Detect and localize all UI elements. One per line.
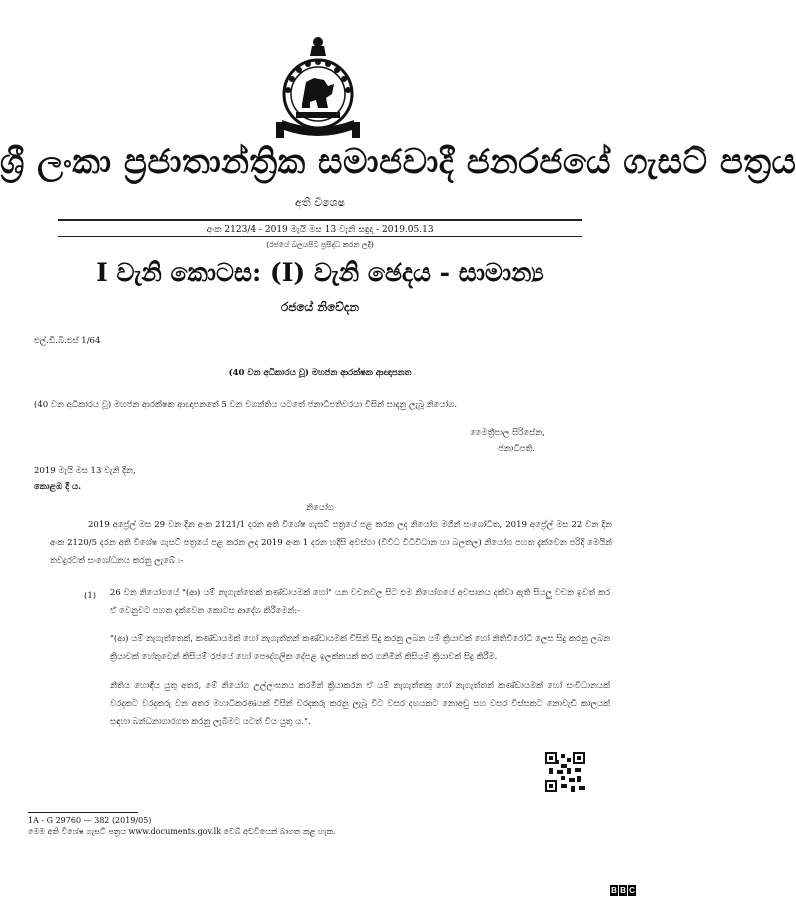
regulations-paragraph: 2019 අප්‍රේල් මස 29 වන දින අංක 2121/1 දරන අති විශේෂ ගැසට් පත්‍රයේ පළ කරන ලද නියෝග මගින් සංශෝධිත, 2019 අප්‍රේල් මස 22 වන දින අංක 2120/5 දරන අති විශේෂ ගැසට් පත්‍රයේ පළ කරන ලද 2019 අංක 1 දරන හදිසි අවස්ථා (විවිධ විධිවිධාන හා බලතල) නියෝග පහත දැක්වෙන පරිදි මෙයින් තවදුරටත් සංශෝධනය කරනු ලැබේ :-	[50, 520, 612, 566]
issue-line: අංක 2123/4 - 2019 මැයි මස 13 වැනි සඳුදා - 2019.05.13	[206, 225, 434, 235]
signatory-name: මෛත්‍රීපාල සිරිසේන,	[470, 428, 545, 438]
bbc-logo: B B C	[611, 886, 635, 895]
publication-note: (රජයේ බලයපිට ප්‍රසිද්ධ කරන ලදී)	[266, 240, 374, 249]
section-heading: රජයේ නිවේදන	[281, 300, 359, 314]
footer-note: මෙම අති විශේෂ ගැසට් පත්‍රය www.documents.gov.lk වෙබ් අඩවියෙන් බාගත කළ හැක.	[28, 827, 336, 836]
signing-place: කොළඹ දී ය.	[34, 482, 82, 492]
divider-top	[58, 219, 582, 221]
act-heading: (40 වන අධිකාරය වූ) මහජන ආරක්ෂක ආඥාපනත	[228, 368, 412, 378]
divider-bottom	[58, 236, 582, 237]
national-emblem-icon	[272, 34, 364, 144]
closing-paragraph: නීතිය හොඳීය යුතු අතර, මේ නියෝග උල්ලංඝනය කරමින් ක්‍රියාකරන ඒ යම් නැගැත්තකු හෝ නැගැත්තන් කණ්ඩායමක් හෝ සංවිධානයක් වරදකට වරදකරු වන අතර මහාධිකරණයක් විසින් වරදකරු කරනු ලැබූ විට වසර දහයකට නොඅඩු සහ වසර විස්සකට නොවැඩි කාලයක් සඳහා බන්ධනාගාරගත කරනු ලැබිමට යටත් විය යුතු ය.".	[110, 681, 610, 727]
reference-number: එල්.ඩී.බී.එස් 1/64	[34, 336, 101, 346]
signing-date: 2019 මැයි මස 13 වැනි දින,	[34, 466, 136, 476]
footer-code: 1A - G 29760 — 382 (2019/05)	[28, 816, 152, 825]
gazette-title: ශ්‍රී ලංකා ප්‍රජාතාන්ත්‍රික සමාජවාදී ජනරජයේ ගැසට් පත්‍රය	[0, 142, 796, 182]
qr-code-icon	[545, 752, 585, 792]
regulations-heading: නියෝග	[306, 503, 334, 513]
clause-number: (1)	[84, 591, 97, 601]
gazette-subtitle: අති විශෙෂ	[295, 196, 345, 209]
footer-divider	[28, 812, 138, 813]
intro-paragraph: (40 වන අධිකාරය වූ) මහජන ආරක්ෂක ආඥාපනතේ 5 වන වගන්තිය යටතේ ජනාධිපතිවරයා විසින් සාදනු ලැබූ නියෝග.	[34, 400, 458, 410]
clause-text: 26 වන නියෝගයේ "(ආ) යම් නැගැත්තෙක් කණ්ඩායමක් හෝ" යන වචනවල සිට එම නියෝගයේ අවසානය දක්වා ඇති සියලු වචන ඉවත් කර ඒ වෙනුවට පහත දැක්වෙන කොටස ආදේශ කිරීමෙන්:-	[110, 588, 610, 616]
part-title: I වැනි කොටස: (I) වැනි ඡෙදය - සාමාන්‍ය	[96, 258, 544, 287]
sub-clause-text: "(ආ) යම් නැගැත්තෙක්, කණ්ඩායමක් හෝ නැගැත්තන් කණ්ඩායමක් විසින් සිදු කරනු ලබන යම් ක්‍රියාවක් හෝ නිතිවිරෝධී ලෙස සිදු කරනු ලබන ක්‍රියාවක් හේතුවෙන් කිසියම් රජයේ හෝ පෞද්ගලික දේපළ ඉලක්කයක් කර ගනිමින් කිසියම් ක්‍රියාවක් සිදු කිරීම.	[110, 634, 610, 662]
signatory-title: ජනාධිපති.	[498, 444, 536, 454]
